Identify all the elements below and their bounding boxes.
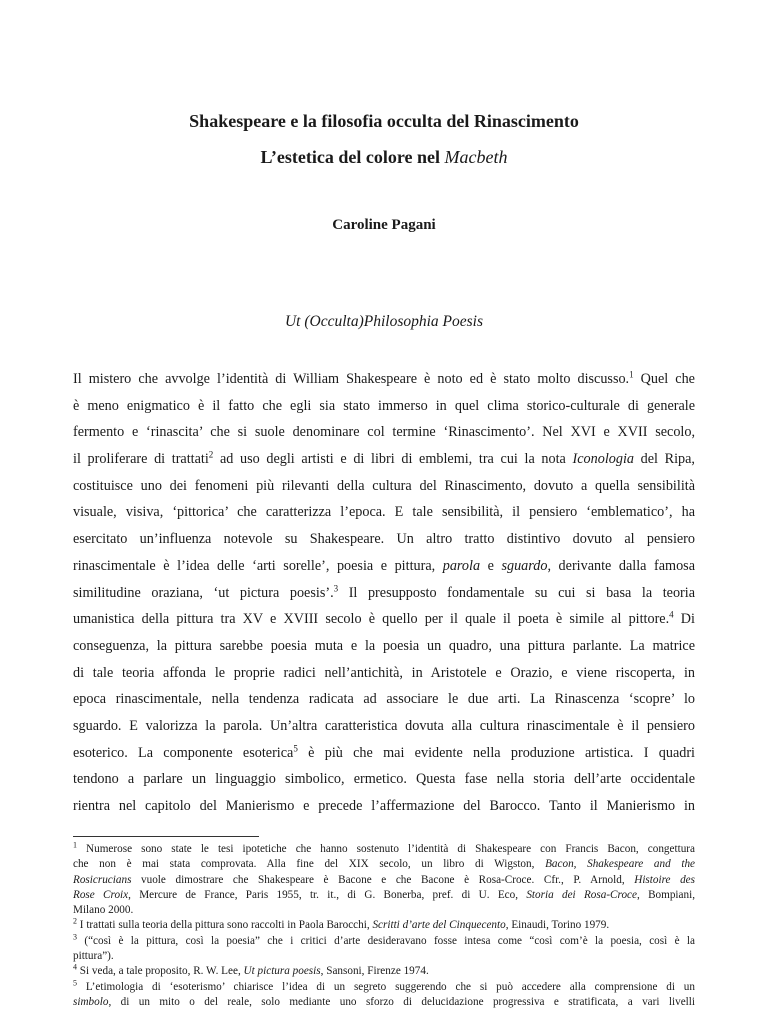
text: , di un mito o del reale, solo mediante uno sforzo di delucidazione progressiva e stratificata, a vari livelli [108,995,695,1008]
text: , derivante dalla famosa [547,557,695,574]
footnote-3 [73,934,695,949]
text: il proliferare di trattati [73,451,209,468]
body-line: esercitato un’influenza notevole su Shakespeare. Un altro tratto distintivo dovuto al pensiero [73,531,695,548]
italic-text: Ut pictura poesis [243,965,321,978]
text: è più che mai evidente nella produzione artistica. I quadri [297,744,695,761]
text: ad uso degli artisti e di libri di emblemi, tra cui la nota [213,451,573,468]
body-line: è meno enigmatico è il fatto che egli sia stato immerso in quel clima storico-culturale di generale [73,397,695,414]
footnote-line [73,857,695,872]
text: Numerose sono state le tesi ipotetiche che hanno sostenuto l’identità di Shakespeare con Francis Bacon, congettura [77,843,695,855]
text: Di [673,611,695,628]
footnote-2 [73,918,695,933]
footnote-5 [73,980,695,995]
italic-text: parola [442,557,481,574]
text: , Einaudi, Torino 1979. [505,919,610,932]
body-line [73,740,695,767]
italic-text: Storia dei Rosa-Croce [526,888,637,901]
text: che non è mai stata comprovata. Alla fine del XIX secolo, un libro di Wigston, [73,858,546,871]
subtitle-italic-macbeth: Macbeth [444,147,508,167]
paper-subtitle [0,146,768,168]
body-line: fermento e ‘rinascita’ che si suole denominare col termine ‘Rinascimento’. Nel XVI e XVII secolo, [73,424,695,441]
body-line [73,366,695,393]
text: esoterico. La componente esoterica [73,744,294,761]
text: del Ripa, [633,451,695,468]
text: , Sansoni, Firenze 1974. [320,965,429,978]
footnote-ref[interactable]: 5 [293,742,298,753]
body-line: epoca rinascimentale, nella tendenza radicata ad associare le due arti. La Rinascenza ‘scopre’ lo [73,691,695,708]
text: umanistica della pittura tra XV e XVIII secolo è quello per il quale il poeta è simile al pittore. [73,611,670,628]
footnote-ref[interactable]: 4 [669,609,674,620]
text: Il presupposto fondamentale su cui si basa la teoria [338,584,695,601]
text: (“così è la pittura, così la poesia” che i critici d’arte desideravano fosse intesa come “così com’è la poesia, così è la [77,934,695,947]
footnote-line [73,873,695,888]
text: Si veda, a tale proposito, R. W. Lee, [77,965,244,978]
body-line: sguardo. E valorizza la parola. Un’altra caratteristica dovuta alla cultura rinascimentale è il pensiero [73,717,695,734]
body-line: visuale, visiva, ‘pittorica’ che caratterizza l’epoca. E tale sensibilità, il pensiero ‘emblematico’, ha [73,504,695,521]
footnote-line: pittura”). [73,950,114,963]
paper-title: Shakespeare e la filosofia occulta del Rinascimento [189,111,579,131]
text: , Bompiani, [636,888,695,901]
italic-text: sguardo [501,557,548,574]
italic-text: Iconologia [572,451,634,468]
footnote-number: 5 [73,979,77,987]
body-line [73,606,695,633]
footnote-number: 2 [73,918,77,926]
footnote-ref[interactable]: 3 [333,582,339,593]
text: e [480,557,502,574]
text: Quel che [633,371,695,387]
body-line [73,553,695,580]
footnote-number: 4 [73,964,77,972]
body-line [73,580,695,607]
text: similitudine oraziana, ‘ut pictura poesis’. [73,584,334,601]
italic-text: Rosicrucians [73,873,132,886]
footnote-ref[interactable]: 1 [629,369,634,380]
text: Il mistero che avvolge l’identità di William Shakespeare è noto ed è stato molto discusso. [73,371,630,387]
text: rinascimentale è l’idea delle ‘arti sorelle’, poesia e pittura, [73,557,443,574]
italic-text: Scritti d’arte del Cinquecento [372,919,506,932]
author-name: Caroline Pagani [332,217,436,233]
text: I trattati sulla teoria della pittura sono raccolti in Paola Barocchi, [77,919,373,932]
body-line: di tale teoria affonda le proprie radici nell’antichità, in Aristotele e Orazio, e viene riscoperta, in [73,664,695,681]
body-paragraph [73,366,695,820]
body-line [73,446,695,473]
footnote-separator [73,836,259,837]
footnote-line [73,995,695,1010]
footnote-1 [73,842,695,857]
footnote-number: 1 [73,842,77,850]
body-line: costituisce uno dei fenomeni più rilevanti della cultura del Rinascimento, dovuto a quella sensibilità [73,477,695,494]
italic-text: simbolo [73,995,109,1008]
italic-text: Bacon, Shakespeare and the [545,858,695,871]
footnote-number: 3 [73,933,77,942]
footnote-ref[interactable]: 2 [208,449,214,460]
subtitle-text: L’estetica del colore nel [260,147,445,167]
footnote-4 [73,964,695,979]
text: , Mercure de France, Paris 1955, tr. it., di G. Bonerba, pref. di U. Eco, [128,888,527,901]
footnote-line [73,888,695,903]
text: L’etimologia di ‘esoterismo’ chiarisce l’idea di un segreto suggerendo che si può accedere alla comprensione di un [77,980,695,993]
footnote-line: Milano 2000. [73,904,134,917]
body-line: rientra nel capitolo del Manierismo e precede l’affermazione del Barocco. Tanto il Manierismo in [73,798,695,814]
body-line: tendono a parlare un linguaggio simbolico, ermetico. Questa fase nella storia dell’arte occidentale [73,771,695,788]
body-line: conseguenza, la pittura sarebbe poesia muta e la poesia un quadro, una pittura parlante. La matrice [73,637,695,654]
italic-text: Rose Croix [73,888,129,901]
footnotes [73,842,695,1010]
section-heading: Ut (Occulta)Philosophia Poesis [284,313,484,330]
italic-text: Histoire des [634,873,695,886]
text: vuole dimostrare che Shakespeare è Bacone e che Bacone è Rosa-Croce. Cfr., P. Arnold, [131,873,635,886]
